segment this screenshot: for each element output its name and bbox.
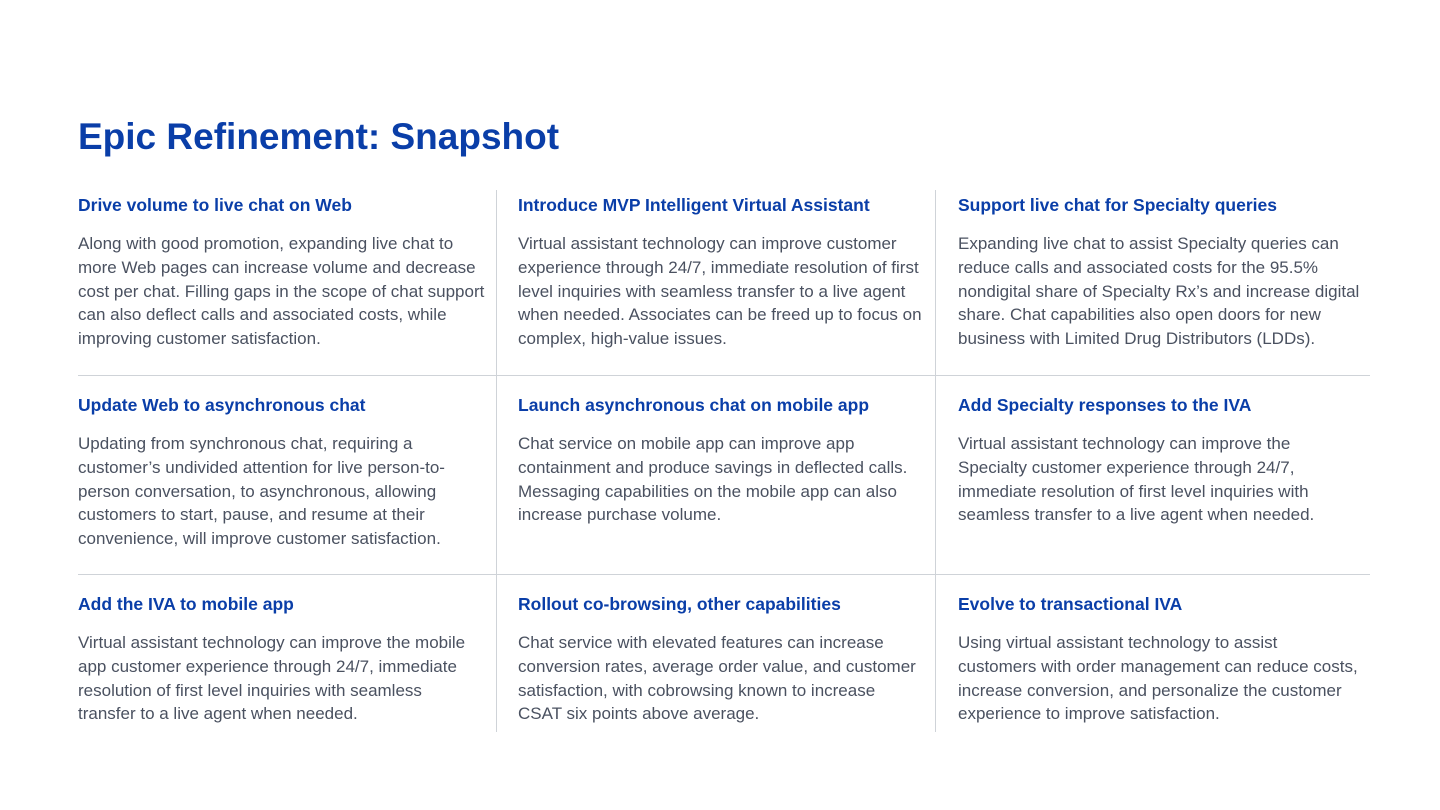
row-divider: [78, 375, 1370, 376]
card-heading: Launch asynchronous chat on mobile app: [518, 395, 870, 415]
epic-card: [518, 593, 918, 726]
card-heading: Introduce MVP Intelligent Virtual Assistant: [518, 195, 870, 215]
epic-card: [518, 194, 928, 351]
epic-card: [958, 593, 1358, 726]
card-heading: Support live chat for Specialty queries: [958, 195, 1277, 215]
epic-card: [78, 394, 478, 551]
card-body: Chat service on mobile app can improve app containment and produce savings in deflected calls. Messaging capabilities on the mobile app can also increase purchase volume.: [518, 434, 908, 525]
card-heading: Add Specialty responses to the IVA: [958, 395, 1252, 415]
card-body: Chat service with elevated features can increase conversion rates, average order value, and customer satisfaction, with cobrowsing known to increase CSAT six points above average.: [518, 633, 916, 724]
epic-card: [78, 194, 488, 351]
card-body: Virtual assistant technology can improve the mobile app customer experience through 24/7, immediate resolution of first level inquiries with seamless transfer to a live agent when needed.: [78, 633, 466, 724]
card-heading: Add the IVA to mobile app: [78, 594, 294, 614]
card-heading: Update Web to asynchronous chat: [78, 395, 366, 415]
column-divider: [935, 190, 936, 732]
card-heading: Drive volume to live chat on Web: [78, 195, 352, 215]
card-body: Expanding live chat to assist Specialty queries can reduce calls and associated costs for the 95.5% nondigital share of Specialty Rx’s and increase digital share. Chat capabilities also open doors for new business with Limited Drug Distributors (LDDs).: [958, 234, 1360, 349]
card-body: Using virtual assistant technology to assist customers with order management can reduce costs, increase conversion, and personalize the customer experience to improve satisfaction.: [958, 633, 1358, 724]
card-body: Virtual assistant technology can improve customer experience through 24/7, immediate resolution of first level inquiries with seamless transfer to a live agent when needed. Associates can be freed up to focus on complex, high-value issues.: [518, 234, 922, 349]
column-divider: [496, 190, 497, 732]
epic-card: [518, 394, 913, 527]
row-divider: [78, 574, 1370, 575]
card-body: Along with good promotion, expanding live chat to more Web pages can increase volume and decrease cost per chat. Filling gaps in the scope of chat support can also deflect calls and associated costs, while improving customer satisfaction.: [78, 234, 485, 349]
page-title: Epic Refinement: Snapshot: [78, 116, 560, 157]
epic-card: [958, 194, 1370, 351]
card-heading: Evolve to transactional IVA: [958, 594, 1183, 614]
card-body: Virtual assistant technology can improve the Specialty customer experience through 24/7, immediate resolution of first level inquiries with seamless transfer to a live agent when needed.: [958, 434, 1315, 525]
card-heading: Rollout co-browsing, other capabilities: [518, 594, 841, 614]
epic-grid: [78, 190, 1370, 732]
epic-card: [958, 394, 1358, 527]
card-body: Updating from synchronous chat, requiring a customer’s undivided attention for live person-to-person conversation, to asynchronous, allowing customers to start, pause, and resume at their convenience, will improve customer satisfaction.: [78, 434, 445, 549]
epic-card: [78, 593, 478, 726]
